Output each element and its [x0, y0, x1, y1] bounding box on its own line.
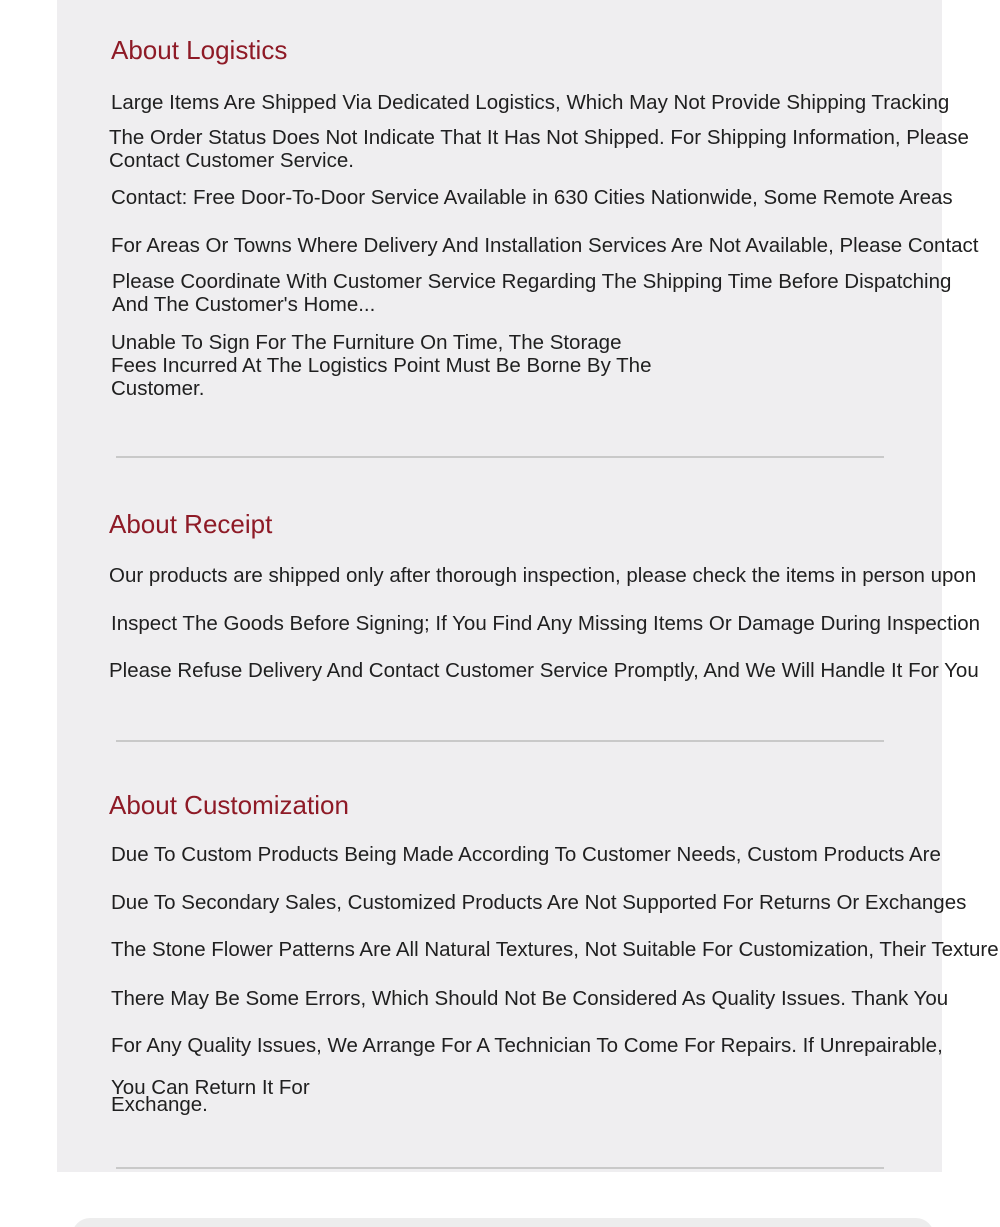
customization-line: Due To Custom Products Being Made According To Customer Needs, Custom Products Are	[111, 843, 941, 866]
section-divider	[116, 456, 884, 458]
customization-line: There May Be Some Errors, Which Should Not Be Considered As Quality Issues. Thank You	[111, 987, 949, 1010]
section-divider	[116, 740, 884, 742]
customization-line: You Can Return It For	[111, 1076, 310, 1099]
logistics-line: Contact: Free Door-To-Door Service Available in 630 Cities Nationwide, Some Remote Areas	[111, 186, 953, 209]
logistics-heading: About Logistics	[111, 35, 288, 65]
receipt-line: Inspect The Goods Before Signing; If You Find Any Missing Items Or Damage During Inspection	[111, 612, 981, 635]
customization-line: Due To Secondary Sales, Customized Products Are Not Supported For Returns Or Exchanges	[111, 891, 967, 914]
logistics-storage-paragraph: Unable To Sign For The Furniture On Time, The Storage Fees Incurred At The Logistics Point Must Be Borne By The Customer.	[111, 331, 652, 400]
receipt-line: Please Refuse Delivery And Contact Customer Service Promptly, And We Will Handle It For You	[109, 659, 979, 682]
logistics-line: Large Items Are Shipped Via Dedicated Logistics, Which May Not Provide Shipping Tracking	[111, 91, 950, 114]
customization-line: The Stone Flower Patterns Are All Natural Textures, Not Suitable For Customization, Their Texture	[111, 938, 999, 961]
next-section-card	[72, 1218, 934, 1227]
customization-line: Exchange.	[111, 1093, 208, 1116]
logistics-line: Contact Customer Service.	[109, 149, 354, 172]
logistics-line: For Areas Or Towns Where Delivery And Installation Services Are Not Available, Please Contact	[111, 234, 979, 257]
receipt-heading: About Receipt	[109, 509, 273, 539]
receipt-line: Our products are shipped only after thorough inspection, please check the items in person upon	[109, 564, 977, 587]
section-divider	[116, 1167, 884, 1169]
customization-line: For Any Quality Issues, We Arrange For A Technician To Come For Repairs. If Unrepairable,	[111, 1034, 943, 1057]
logistics-line: And The Customer's Home...	[112, 293, 376, 316]
customization-heading: About Customization	[109, 790, 349, 820]
logistics-line: The Order Status Does Not Indicate That It Has Not Shipped. For Shipping Information, Please	[109, 126, 969, 149]
logistics-line: Please Coordinate With Customer Service Regarding The Shipping Time Before Dispatching	[112, 270, 952, 293]
